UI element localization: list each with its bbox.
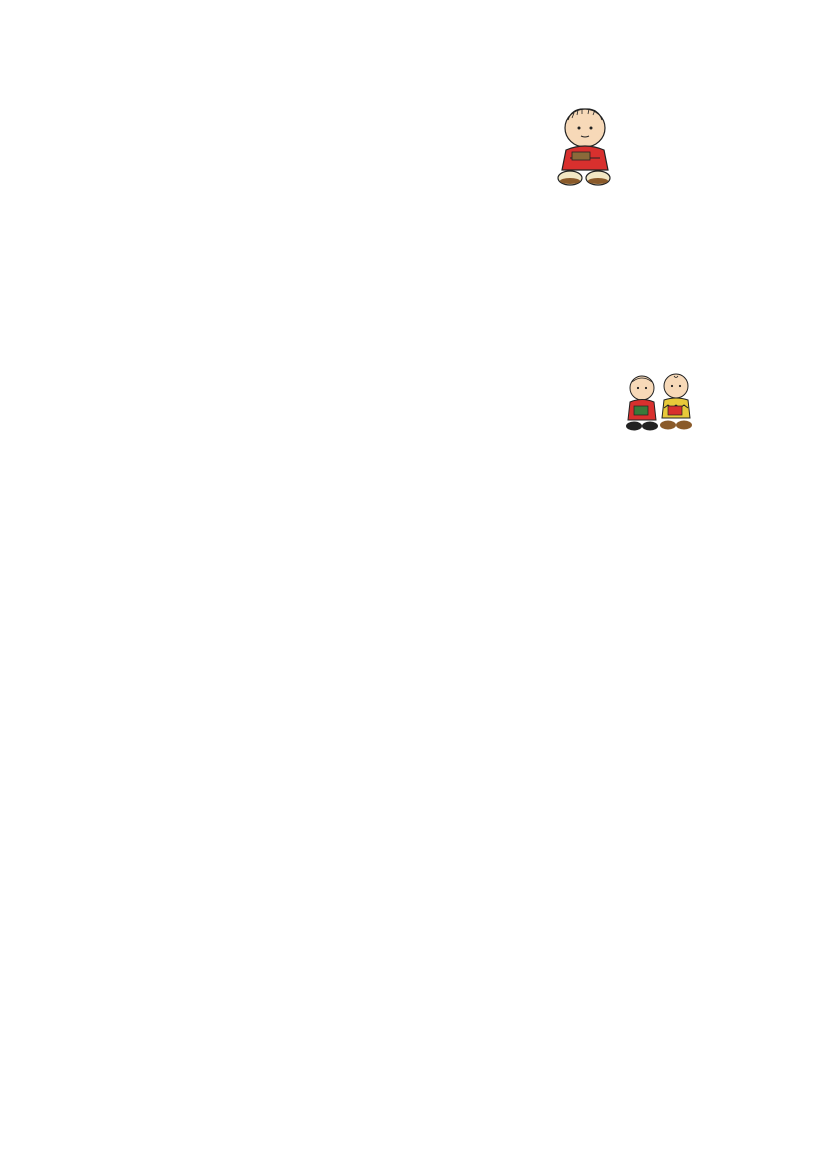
two-children-reading-icon xyxy=(624,372,696,434)
linus-character-icon xyxy=(552,100,618,186)
